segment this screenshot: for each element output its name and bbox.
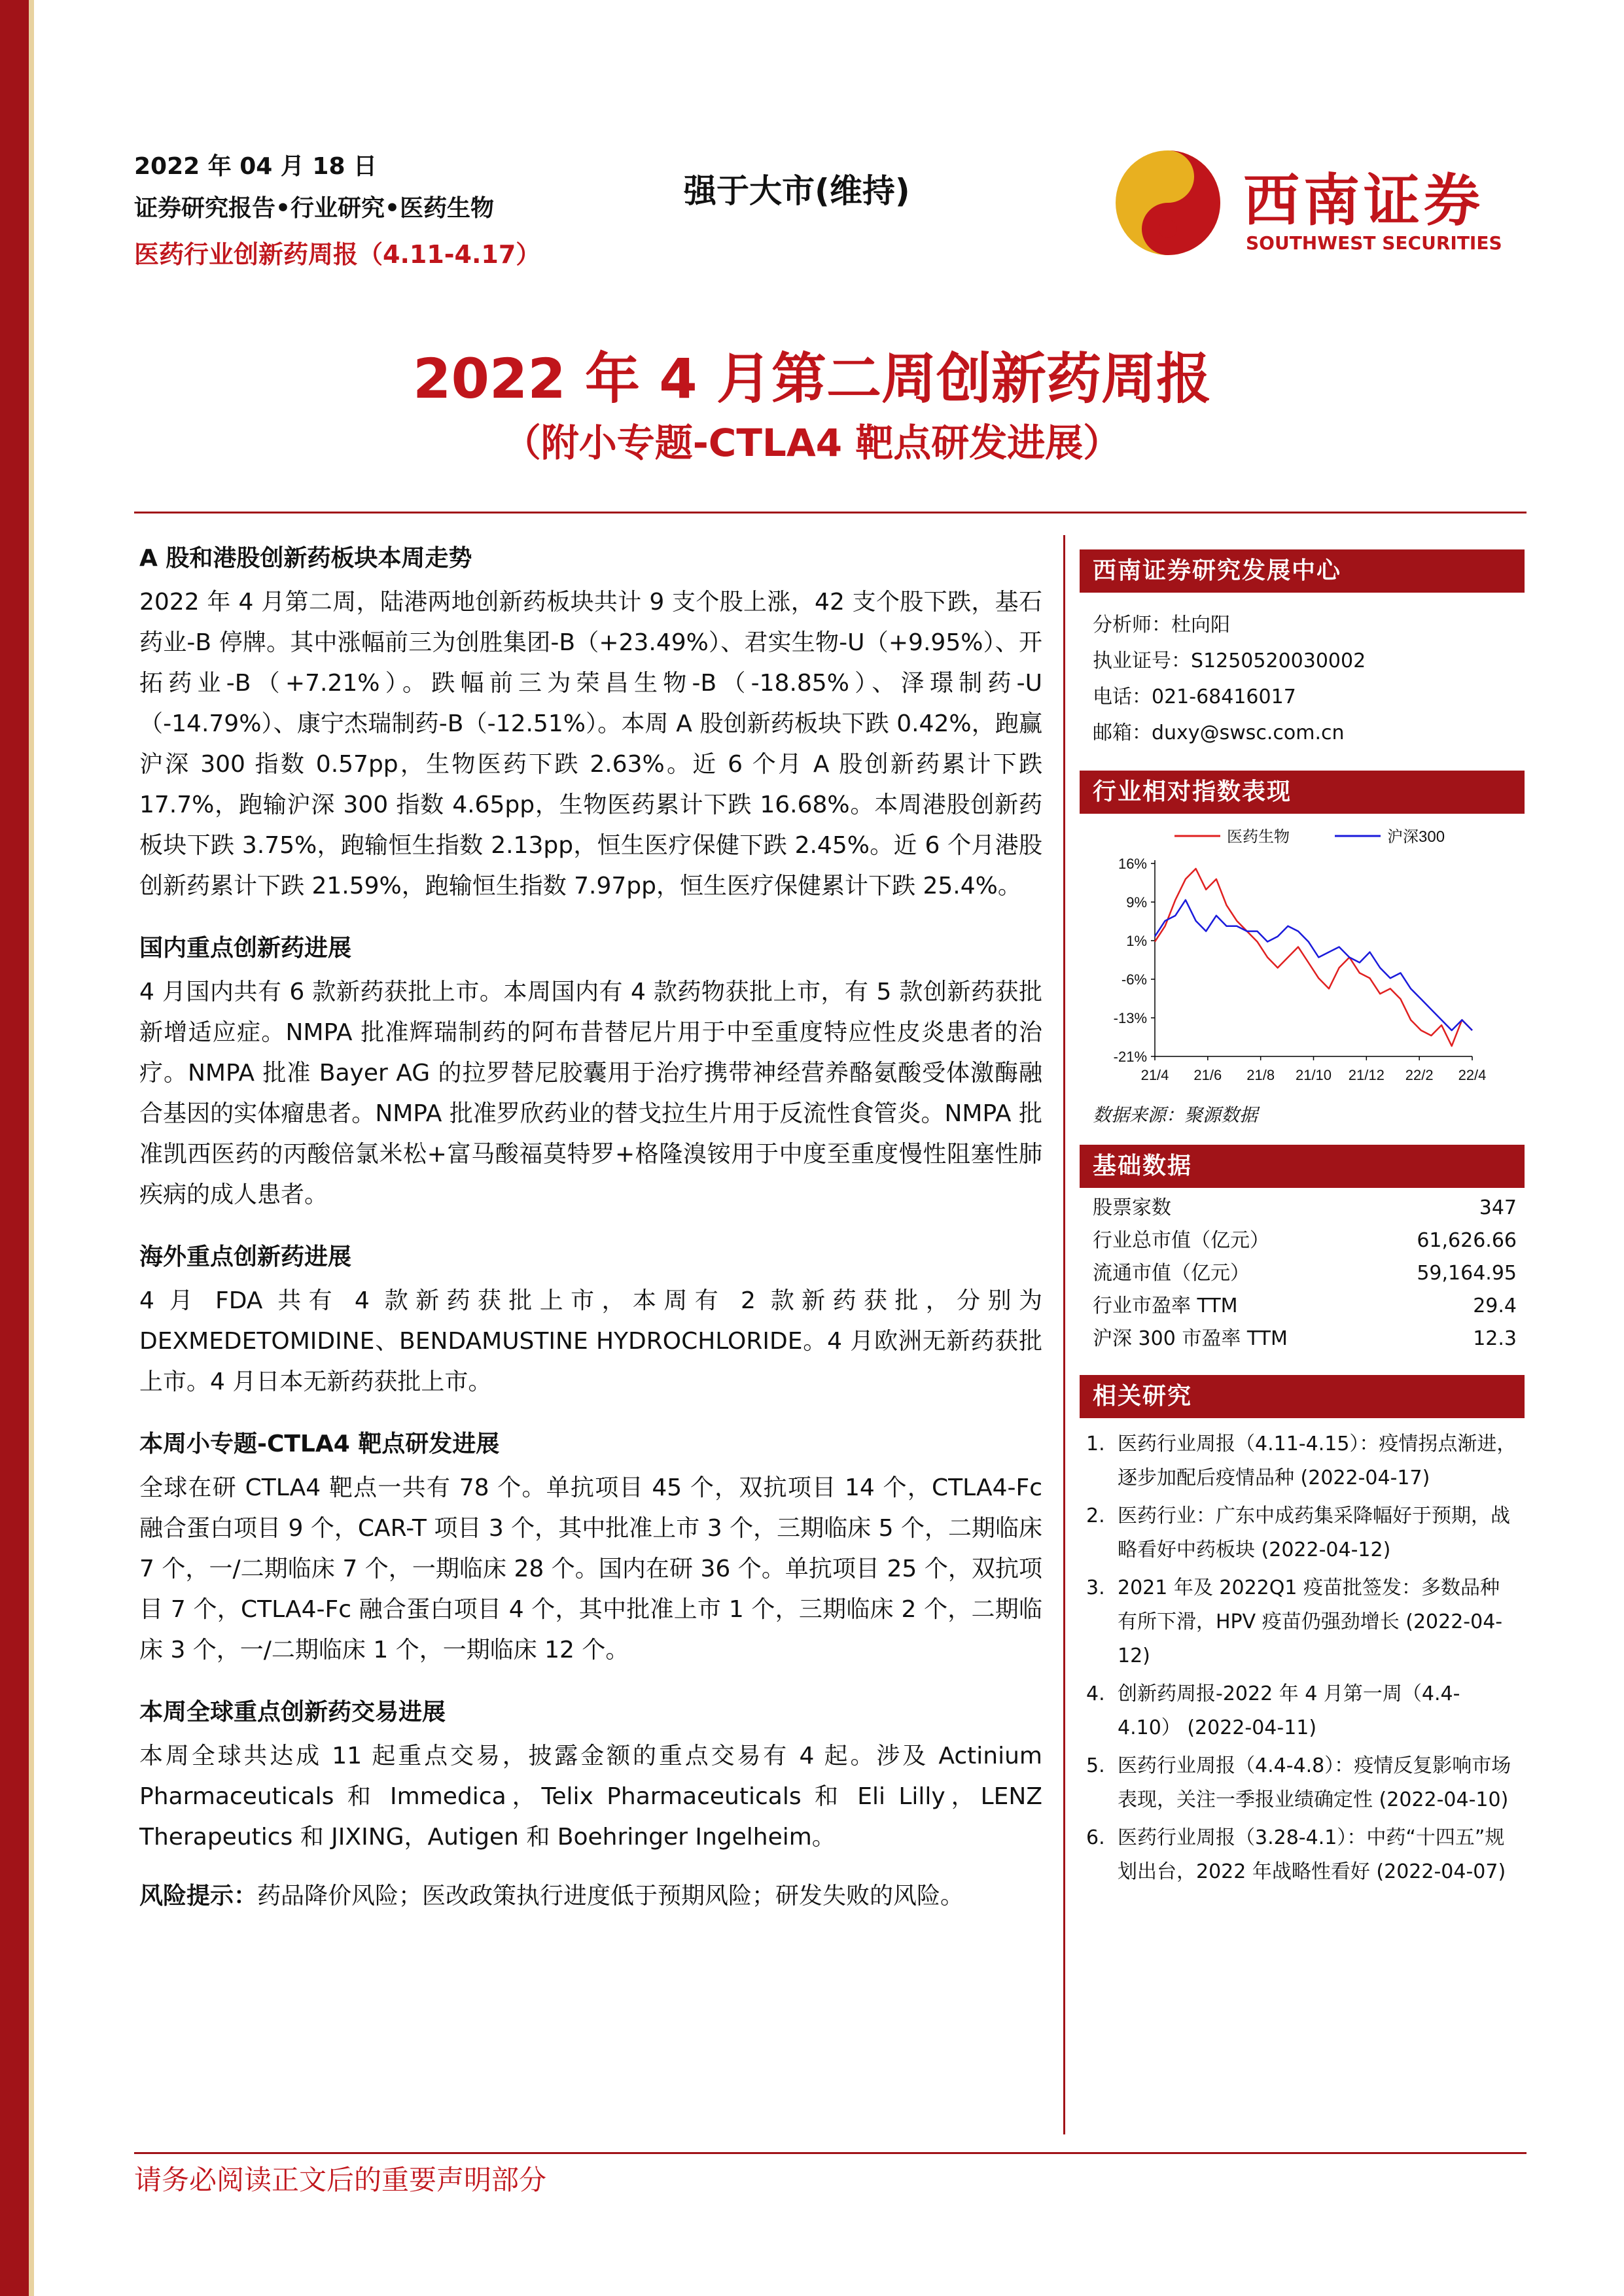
basic-data-row <box>1080 1225 1525 1257</box>
report-subtitle: （附小专题-CTLA4 靶点研发进展） <box>503 421 1121 465</box>
header-divider <box>134 512 1527 513</box>
row-value: 29.4 <box>1473 1295 1517 1317</box>
basic-data-row <box>1080 1290 1525 1323</box>
section-heading: 国内重点创新药进展 <box>139 935 352 962</box>
x-tick-label-0: 21/4 <box>1140 1067 1169 1083</box>
section-heading: A 股和港股创新药板块本周走势 <box>139 545 472 572</box>
item-text: 医药行业：广东中成药集采降幅好于预期，战略看好中药板块 (2022-04-12) <box>1118 1505 1510 1561</box>
related-research-title: 相关研究 <box>1080 1375 1525 1418</box>
row-value: 347 <box>1479 1196 1517 1219</box>
series-line-1 <box>1155 900 1472 1030</box>
basic-data-title: 基础数据 <box>1080 1145 1525 1188</box>
analyst: 分析师：杜向阳 <box>1093 614 1230 636</box>
logo-name: 西南证券 <box>1243 167 1484 234</box>
item-number: 6. <box>1086 1826 1105 1849</box>
column-divider <box>1063 535 1065 2134</box>
index-chart-title: 行业相对指数表现 <box>1080 771 1525 814</box>
risk-text: 药品降价风险；医改政策执行进度低于预期风险；研发失败的风险。 <box>257 1883 964 1909</box>
report-category: 证券研究报告•行业研究•医药生物 <box>134 195 495 222</box>
basic-data-row <box>1080 1323 1525 1355</box>
y-tick-label-3: -6% <box>1121 971 1147 988</box>
email[interactable]: 邮箱：duxy@swsc.com.cn <box>1093 722 1345 744</box>
y-tick-label-2: 1% <box>1126 933 1147 949</box>
row-label: 股票家数 <box>1093 1196 1171 1219</box>
x-tick-label-5: 22/2 <box>1405 1067 1434 1083</box>
section-heading: 本周小专题-CTLA4 靶点研发进展 <box>139 1431 500 1457</box>
index-line-chart <box>1080 818 1525 1099</box>
footer-disclaimer: 请务必阅读正文后的重要声明部分 <box>134 2164 547 2196</box>
y-tick-label-4: -13% <box>1113 1010 1147 1026</box>
item-text: 医药行业周报（3.28-4.1）：中药“十四五”规划出台，2022 年战略性看好 (2022-04-07) <box>1118 1826 1506 1883</box>
legend-label-1: 沪深300 <box>1387 828 1445 846</box>
license-number: 执业证号：S1250520030002 <box>1093 650 1366 672</box>
row-label: 沪深 300 市盈率 TTM <box>1093 1327 1288 1350</box>
phone: 电话：021-68416017 <box>1093 686 1296 708</box>
footer-divider <box>134 2152 1527 2154</box>
risk-label: 风险提示： <box>139 1883 258 1909</box>
section-heading: 本周全球重点创新药交易进展 <box>139 1699 446 1726</box>
item-number: 3. <box>1086 1576 1105 1599</box>
research-center-title: 西南证券研究发展中心 <box>1080 549 1525 593</box>
y-tick-label-1: 9% <box>1126 894 1147 911</box>
related-report-item[interactable] <box>1080 1571 1525 1673</box>
series-line-0 <box>1155 869 1472 1046</box>
item-text: 医药行业周报（4.11-4.15）：疫情拐点渐进，逐步加配后疫情品种 (2022-04-17) <box>1118 1433 1517 1489</box>
item-number: 2. <box>1086 1505 1105 1527</box>
section-text: 2022 年 4 月第二周，陆港两地创新药板块共计 9 支个股上涨，42 支个股下跌，基石药业-B 停牌。其中涨幅前三为创胜集团-B（+23.49%）、君实生物-U（+9.95%）、开拓药业-B（+7.21%）。跌幅前三为荣昌生物-B（-18.85%）、泽璟制药-U（-14.79%）、康宁杰瑞制药-B（-12.51%）。本周 A 股创新药板块下跌 0.42%，跑赢沪深 300 指数 0.57pp，生物医药下跌 2.63%。近 6 个月 A 股创新药累计下跌 17.7%，跑输沪深 300 指数 4.65pp，生物医药累计下跌 16.68%。本周港股创新药板块下跌 3.75%，跑输恒生指数 2.13pp，恒生医疗保健下跌 2.45%。近 6 个月港股创新药累计下跌 21.59%，跑输恒生指数 7.97pp，恒生医疗保健累计下跌 25.4%。 <box>139 589 1042 899</box>
basic-data-row <box>1080 1192 1525 1225</box>
basic-data-row <box>1080 1257 1525 1290</box>
report-series: 医药行业创新药周报（4.11-4.17） <box>134 240 541 269</box>
report-date: 2022 年 04 月 18 日 <box>134 153 378 180</box>
rating: 强于大市(维持) <box>684 172 910 210</box>
x-tick-label-6: 22/4 <box>1458 1067 1487 1083</box>
chart-source: 数据来源：聚源数据 <box>1093 1104 1258 1126</box>
report-title: 2022 年 4 月第二周创新药周报 <box>413 347 1211 411</box>
x-tick-label-3: 21/10 <box>1295 1067 1332 1083</box>
item-text: 创新药周报-2022 年 4 月第一周（4.4-4.10） (2022-04-11) <box>1118 1682 1460 1739</box>
item-text: 医药行业周报（4.4-4.8）：疫情反复影响市场表现，关注一季报业绩确定性 (2022-04-10) <box>1118 1754 1511 1811</box>
section-text: 本周全球共达成 11 起重点交易，披露金额的重点交易有 4 起。涉及 Actinium Pharmaceuticals 和 Immedica，Telix Pharmaceuticals 和 Eli Lilly，LENZ Therapeutics 和 JIXING，Autigen 和 Boehringer Ingelheim。 <box>139 1743 1042 1851</box>
x-tick-label-4: 21/12 <box>1348 1067 1385 1083</box>
logo-english: SOUTHWEST SECURITIES <box>1246 232 1502 254</box>
item-text: 2021 年及 2022Q1 疫苗批签发：多数品种有所下滑，HPV 疫苗仍强劲增长 (2022-04-12) <box>1118 1576 1503 1667</box>
row-value: 12.3 <box>1473 1327 1517 1350</box>
row-value: 61,626.66 <box>1417 1229 1517 1252</box>
company-logo <box>1112 141 1525 265</box>
related-report-item[interactable] <box>1080 1427 1525 1495</box>
sidebar <box>1080 549 1525 1893</box>
row-label: 流通市值（亿元） <box>1093 1262 1250 1285</box>
x-tick-label-1: 21/6 <box>1193 1067 1222 1083</box>
related-report-item[interactable] <box>1080 1677 1525 1745</box>
row-label: 行业市盈率 TTM <box>1093 1295 1238 1317</box>
risk-warning <box>139 1876 1042 1917</box>
section-heading: 海外重点创新药进展 <box>139 1244 352 1270</box>
row-label: 行业总市值（亿元） <box>1093 1229 1269 1252</box>
section-text: 4 月 FDA 共有 4 款新药获批上市，本周有 2 款新药获批，分别为 DEXMEDETOMIDINE、BENDAMUSTINE HYDROCHLORIDE。4 月欧洲无新药获批上市。4 月日本无新药获批上市。 <box>139 1287 1042 1395</box>
item-number: 5. <box>1086 1754 1105 1777</box>
related-report-item[interactable] <box>1080 1499 1525 1567</box>
related-report-item[interactable] <box>1080 1749 1525 1817</box>
item-number: 1. <box>1086 1433 1105 1455</box>
x-tick-label-2: 21/8 <box>1246 1067 1275 1083</box>
y-tick-label-5: -21% <box>1113 1049 1147 1065</box>
item-number: 4. <box>1086 1682 1105 1705</box>
row-value: 59,164.95 <box>1417 1262 1517 1285</box>
related-report-item[interactable] <box>1080 1821 1525 1889</box>
legend-label-0: 医药生物 <box>1227 828 1290 846</box>
logo-emblem-icon <box>1112 147 1224 258</box>
section-text: 全球在研 CTLA4 靶点一共有 78 个。单抗项目 45 个，双抗项目 14 个，CTLA4-Fc 融合蛋白项目 9 个，CAR-T 项目 3 个，其中批准上市 3 个，三期临床 5 个，二期临床 7 个，一/二期临床 7 个，一期临床 28 个。国内在研 36 个。单抗项目 25 个，双抗项目 7 个，CTLA4-Fc 融合蛋白项目 4 个，其中批准上市 1 个，三期临床 2 个，二期临床 3 个，一/二期临床 1 个，一期临床 12 个。 <box>139 1474 1042 1663</box>
summary-column <box>139 535 1042 1935</box>
y-tick-label-0: 16% <box>1118 856 1147 872</box>
section-text: 4 月国内共有 6 款新药获批上市。本周国内有 4 款药物获批上市，有 5 款创新药获批新增适应症。NMPA 批准辉瑞制药的阿布昔替尼片用于中至重度特应性皮炎患者的治疗。NMPA 批准 Bayer AG 的拉罗替尼胶囊用于治疗携带神经营养酪氨酸受体激酶融合基因的实体瘤患者。NMPA 批准罗欣药业的替戈拉生片用于反流性食管炎。NMPA 批准凯西医药的丙酸倍氯米松+富马酸福莫特罗+格隆溴铵用于中度至重度慢性阻塞性肺疾病的成人患者。 <box>139 979 1042 1208</box>
